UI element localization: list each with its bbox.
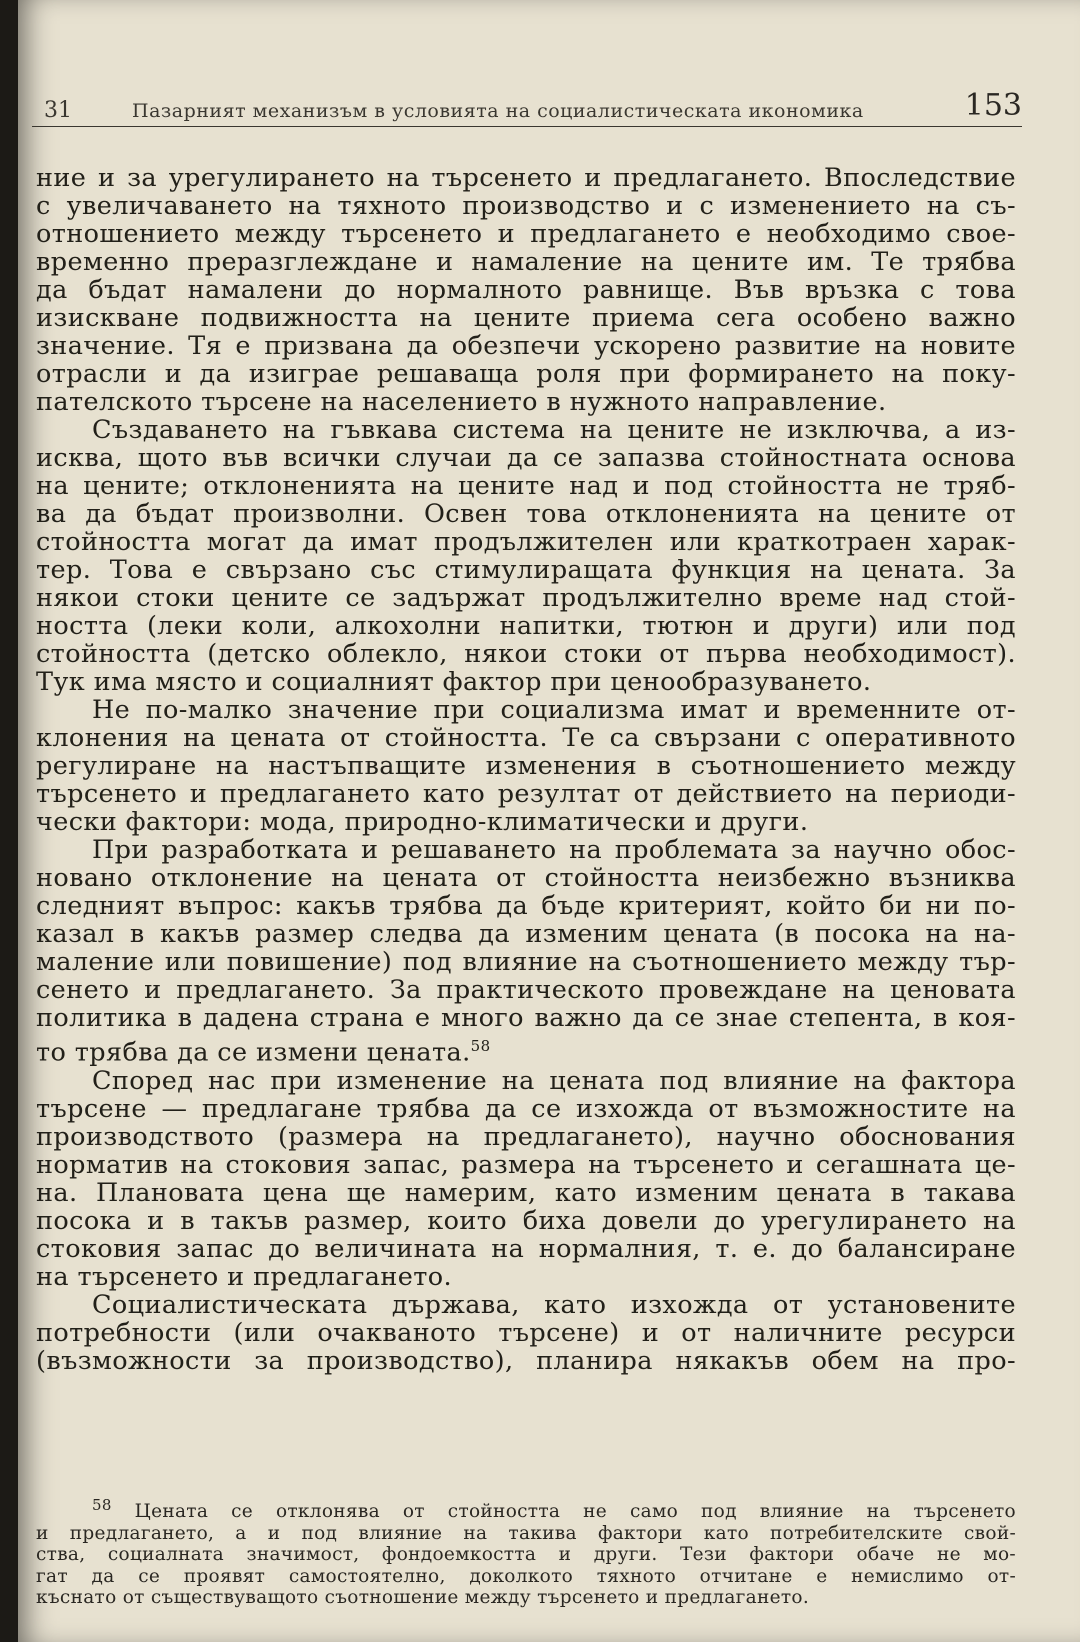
paragraph-start-line: Социалистическата държава, като изхожда от установените [92,1289,1016,1320]
text-line: с увеличаването на тяхното производство и с изменението на съ- [36,191,1016,221]
footnote-line: ства, социалната значимост, фондоемкостта и други. Тези фактори обаче не мо- [36,1544,1016,1566]
footnote-text: Цената се отклонява от стойността не само под влияние на търсенето [134,1501,1016,1523]
footnote-number: 58 [92,1496,112,1514]
paragraph-start-line: При разработката и решаването на проблемата за научно обос- [92,835,1016,865]
text-line: регулиране на настъпващите изменения в съотношението между [36,751,1016,781]
text-line: търсене — предлагане трябва да се изхожда от възможностите на [36,1093,1016,1124]
text-line: ние и за урегулирането на търсенето и предлагането. Впоследствие [36,163,1016,193]
paragraph-start-line: Не по-малко значение при социализма имат и временните от- [92,695,1016,725]
text-line: на цените; отклоненията на цените над и под стойността не тряб- [36,471,1016,501]
book-page [18,0,1080,1642]
text-line: отрасли и да изиграе решаваща роля при формирането на поку- [36,359,1016,389]
text-line: норматив на стоковия запас, размера на търсенето и сегашната це- [36,1149,1016,1180]
running-title: Пазарният механизъм в условията на социалистическата икономика [132,100,864,122]
text-line: временно преразглеждане и намаление на цените им. Те трябва [36,247,1016,277]
text-line: стоковия запас до величината на нормалния, т. е. до балансиране [36,1233,1016,1264]
footnote-reference[interactable]: 58 [470,1037,491,1055]
footnote-line [36,1495,1016,1523]
text-line: ва да бъдат произволни. Освен това отклоненията на цените от [36,499,1016,529]
text-line: на търсенето и предлагането. [36,1261,453,1292]
text-line: новано отклонение на цената от стойността неизбежно възниква [36,863,1016,893]
footnote-line: гат да се проявят самостоятелно, доколкото тяхното отчитане е немислимо от- [36,1565,1016,1587]
text-line [36,1032,1016,1067]
text-line: клонения на цената от стойността. Те са свързани с оперативното [36,723,1016,753]
text-line: маление или повишение) под влияние на съотношението между тър- [36,947,1016,977]
text-line: ността (леки коли, алкохолни напитки, тютюн и други) или под [36,611,1016,641]
text-line: значение. Тя е призвана да обезпечи ускорено развитие на новите [36,331,1016,361]
text-line: пателското търсене на населението в нужното направление. [36,387,887,417]
text-line: отношението между търсенето и предлагането е необходимо свое- [36,219,1016,249]
text-line: тер. Това е свързано със стимулиращата функция на цената. За [36,555,1016,585]
paragraph-start-line: Според нас при изменение на цената под влияние на фактора [92,1065,1016,1096]
text-line: посока и в такъв размер, които биха довели до урегулирането на [36,1205,1016,1236]
text-line: казал в какъв размер следва да изменим цената (в посока на на- [36,919,1016,949]
text-line: изискване подвижността на цените приема сега особено важно [36,303,1016,333]
chapter-number: 31 [44,98,72,123]
text-line: някои стоки цените се задържат продължително време над стой- [36,583,1016,613]
text-line: да бъдат намалени до нормалното равнище. Във връзка с това [36,275,1016,305]
footnote-line: къснато от съществуващото съотношение между търсенето и предлагането. [36,1587,810,1609]
text-line: (възможности за производство), планира някакъв обем на про- [36,1345,1016,1376]
page-number: 153 [964,88,1022,123]
paragraph-start-line: Създаването на гъвкава система на цените не изключва, а из- [92,415,1016,445]
text-line-content: то трябва да се измени цената. [36,1037,471,1068]
text-line: на. Плановата цена ще намерим, като изменим цената в такава [36,1177,1016,1208]
footnote [36,1495,1016,1609]
text-line: стойността (детско облекло, някои стоки от първа необходимост). [36,639,1016,669]
text-line: политика в дадена страна е много важно да се знае степента, в коя- [36,1003,1016,1033]
text-line: потребности (или очакваното търсене) и от наличните ресурси [36,1317,1016,1348]
text-line: сенето и предлагането. За практическото провеждане на ценовата [36,975,1016,1005]
text-line: чески фактори: мода, природно-климатически и други. [36,807,809,837]
footnote-line: и предлагането, а и под влияние на такива фактори като потребителските свой- [36,1522,1016,1544]
text-line: производството (размера на предлагането), научно обоснования [36,1121,1016,1152]
text-line: стойността могат да имат продължителен или краткотраен харак- [36,527,1016,557]
text-line: търсенето и предлагането като резултат от действието на периоди- [36,779,1016,809]
running-header [32,88,1022,127]
text-line: следният въпрос: какъв трябва да бъде критерият, който би ни по- [36,891,1016,921]
body-text [36,164,1016,1375]
text-line: Тук има място и социалният фактор при ценообразуването. [36,667,872,697]
text-line: исква, щото във всички случаи да се запазва стойностната основа [36,443,1016,473]
